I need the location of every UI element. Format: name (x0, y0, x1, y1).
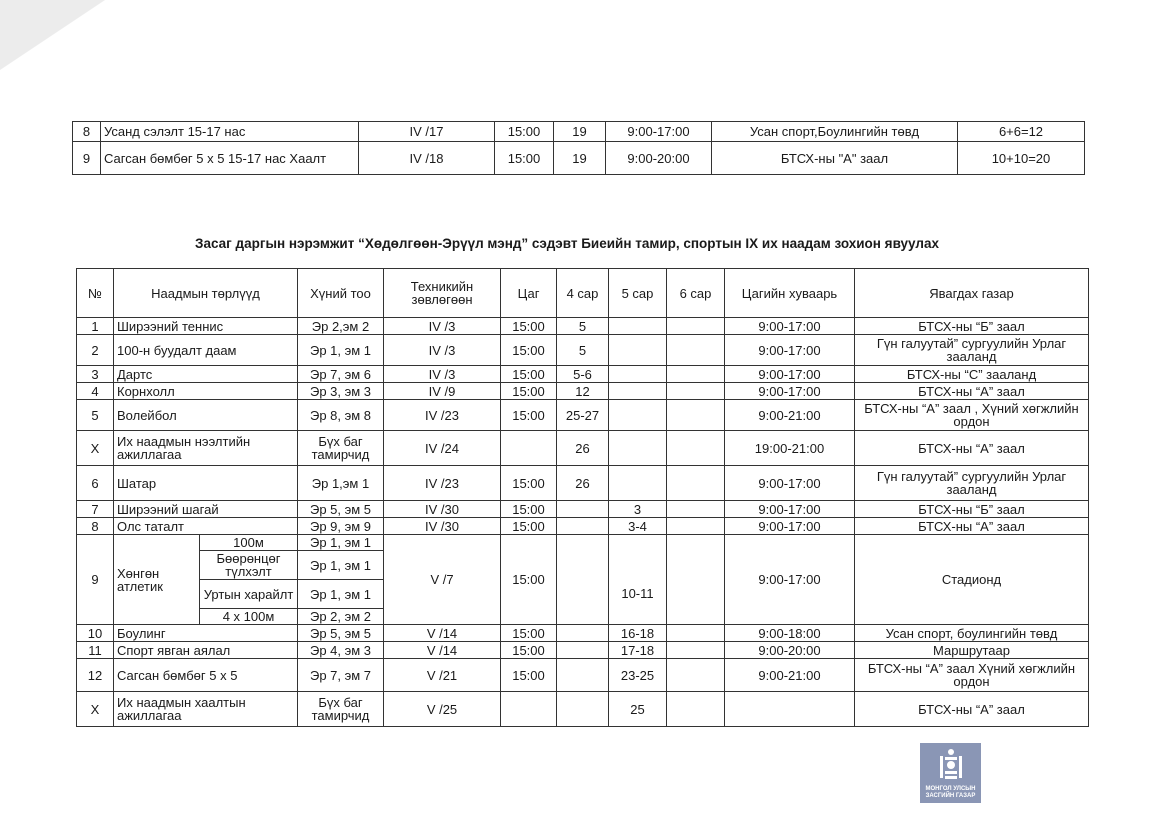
participants: Эр 5, эм 5 (298, 625, 384, 642)
emblem-text: МОНГОЛ УЛСЫН ЗАСГИЙН ГАЗАР (925, 786, 976, 799)
participants: Эр 3, эм 3 (298, 383, 384, 400)
venue: БТСХ-ны “Б” заал (855, 318, 1089, 335)
schedule: 9:00-17:00 (725, 318, 855, 335)
may: 17-18 (609, 642, 667, 659)
participants: Бүх баг тамирчид (298, 431, 384, 466)
april (557, 535, 609, 625)
june (667, 431, 725, 466)
may: 23-25 (609, 659, 667, 692)
participants: Эр 7, эм 7 (298, 659, 384, 692)
technical-meeting: V /14 (384, 625, 501, 642)
technical-meeting: V /25 (384, 692, 501, 727)
may (609, 318, 667, 335)
header-schedule: Цагийн хуваарь (725, 269, 855, 318)
schedule: 9:00-17:00 (725, 535, 855, 625)
june (667, 625, 725, 642)
table-row (77, 466, 1089, 501)
row-number: 3 (77, 366, 114, 383)
april: 25-27 (557, 400, 609, 431)
page-fold-shadow (0, 0, 105, 70)
participants: Эр 1, эм 1 (298, 335, 384, 366)
row-number: 4 (77, 383, 114, 400)
venue: Усан спорт,Боулингийн төвд (712, 122, 958, 142)
row-number: 9 (73, 142, 101, 175)
meeting-time: 15:00 (501, 535, 557, 625)
meeting-time: 15:00 (501, 366, 557, 383)
venue: БТСХ-ны “С” зааланд (855, 366, 1089, 383)
schedule: 9:00-17:00 (725, 383, 855, 400)
april (557, 659, 609, 692)
table-row (77, 642, 1089, 659)
sport-name: Их наадмын хаалтын ажиллагаа (114, 692, 298, 727)
april: 5 (557, 335, 609, 366)
april: 12 (557, 383, 609, 400)
row-number: 6 (77, 466, 114, 501)
meeting-date: IV /18 (359, 142, 495, 175)
table-row (77, 518, 1089, 535)
april: 5-6 (557, 366, 609, 383)
schedule (725, 692, 855, 727)
sport-name: Волейбол (114, 400, 298, 431)
row-number: 5 (77, 400, 114, 431)
june (667, 518, 725, 535)
venue: БТСХ-ны “А” заал (855, 518, 1089, 535)
venue: Стадионд (855, 535, 1089, 625)
technical-meeting: IV /3 (384, 318, 501, 335)
technical-meeting: IV /23 (384, 400, 501, 431)
venue: БТСХ-ны “А” заал (855, 431, 1089, 466)
may: 3-4 (609, 518, 667, 535)
april: 26 (557, 466, 609, 501)
june (667, 642, 725, 659)
table-row (77, 692, 1089, 727)
venue: БТСХ-ны “А” заал Хүний хөгжлийн ордон (855, 659, 1089, 692)
row-number: 1 (77, 318, 114, 335)
athletics-event: Уртын харайлт (200, 580, 298, 609)
time: 15:00 (495, 122, 554, 142)
header-month-4: 4 сар (557, 269, 609, 318)
april (557, 518, 609, 535)
venue: Маршрутаар (855, 642, 1089, 659)
april (557, 625, 609, 642)
day: 19 (554, 122, 606, 142)
day: 19 (554, 142, 606, 175)
row-number: X (77, 692, 114, 727)
athletics-event: 100м (200, 535, 298, 551)
table-row (77, 625, 1089, 642)
header-people: Хүний тоо (298, 269, 384, 318)
meeting-date: IV /17 (359, 122, 495, 142)
meeting-time: 15:00 (501, 383, 557, 400)
june (667, 400, 725, 431)
schedule: 9:00-20:00 (725, 642, 855, 659)
sport-name: Спорт явган аялал (114, 642, 298, 659)
sport-name: Сагсан бөмбөг 5 х 5 15-17 нас Хаалт (101, 142, 359, 175)
june (667, 366, 725, 383)
may (609, 335, 667, 366)
team-count: 6+6=12 (958, 122, 1085, 142)
athletics-event: Бөөрөнцөг түлхэлт (200, 551, 298, 580)
may: 10-11 (609, 535, 667, 625)
april (557, 642, 609, 659)
april: 26 (557, 431, 609, 466)
sport-name: Дартс (114, 366, 298, 383)
meeting-time: 15:00 (501, 501, 557, 518)
participants: Бүх баг тамирчид (298, 692, 384, 727)
row-number: 10 (77, 625, 114, 642)
page-title: Засаг даргын нэрэмжит “Хөдөлгөөн-Эрүүл мэнд” сэдэвт Биеийн тамир, спортын IX их наадам зохион явуулах (195, 236, 939, 251)
june (667, 466, 725, 501)
may: 3 (609, 501, 667, 518)
schedule: 9:00-17:00 (606, 122, 712, 142)
technical-meeting: IV /24 (384, 431, 501, 466)
meeting-time: 15:00 (501, 518, 557, 535)
participants: Эр 9, эм 9 (298, 518, 384, 535)
may (609, 466, 667, 501)
participants: Эр 5, эм 5 (298, 501, 384, 518)
technical-meeting: V /7 (384, 535, 501, 625)
header-time: Цаг (501, 269, 557, 318)
schedule: 9:00-21:00 (725, 659, 855, 692)
participants: Эр 8, эм 8 (298, 400, 384, 431)
sport-name: Олс таталт (114, 518, 298, 535)
participants: Эр 1,эм 1 (298, 466, 384, 501)
venue: Гүн галуутай” сургуулийн Урлаг зааланд (855, 466, 1089, 501)
table-row (77, 400, 1089, 431)
technical-meeting: V /21 (384, 659, 501, 692)
june (667, 535, 725, 625)
table-row (73, 142, 1085, 175)
meeting-time: 15:00 (501, 335, 557, 366)
meeting-time: 15:00 (501, 466, 557, 501)
row-number: X (77, 431, 114, 466)
sport-name: Корнхолл (114, 383, 298, 400)
athletics-event: 4 х 100м (200, 609, 298, 625)
may (609, 383, 667, 400)
table-row (77, 501, 1089, 518)
table-row (73, 122, 1085, 142)
sport-name: Их наадмын нээлтийн ажиллагаа (114, 431, 298, 466)
technical-meeting: IV /9 (384, 383, 501, 400)
row-number: 11 (77, 642, 114, 659)
sport-name: Хөнгөн атлетик (114, 535, 200, 625)
row-number: 8 (73, 122, 101, 142)
header-tech: Техникийн зөвлөгөөн (384, 269, 501, 318)
participants: Эр 7, эм 6 (298, 366, 384, 383)
meeting-time: 15:00 (501, 642, 557, 659)
june (667, 335, 725, 366)
table-row (77, 431, 1089, 466)
team-count: 10+10=20 (958, 142, 1085, 175)
june (667, 383, 725, 400)
participants: Эр 1, эм 1 (298, 580, 384, 609)
header-sport: Наадмын төрлүүд (114, 269, 298, 318)
schedule-table (76, 268, 1089, 727)
may: 25 (609, 692, 667, 727)
venue: БТСХ-ны “А” заал , Хүний хөгжлийн ордон (855, 400, 1089, 431)
schedule: 9:00-18:00 (725, 625, 855, 642)
table-row (77, 318, 1089, 335)
venue: Гүн галуутай” сургуулийн Урлаг зааланд (855, 335, 1089, 366)
venue: БТСХ-ны “Б” заал (855, 501, 1089, 518)
schedule: 9:00-17:00 (725, 366, 855, 383)
schedule: 9:00-17:00 (725, 518, 855, 535)
sport-name: Ширээний шагай (114, 501, 298, 518)
meeting-time: 15:00 (501, 625, 557, 642)
participants: Эр 1, эм 1 (298, 551, 384, 580)
meeting-time: 15:00 (501, 659, 557, 692)
row-number: 8 (77, 518, 114, 535)
government-emblem (920, 743, 981, 803)
venue: БТСХ-ны “А” заал (855, 383, 1089, 400)
may (609, 400, 667, 431)
table-row (77, 335, 1089, 366)
june (667, 692, 725, 727)
header-month-6: 6 сар (667, 269, 725, 318)
athletics-event-row (77, 535, 1089, 551)
continued-table (72, 121, 1085, 175)
may: 16-18 (609, 625, 667, 642)
schedule: 9:00-17:00 (725, 335, 855, 366)
april (557, 501, 609, 518)
sport-name: Ширээний теннис (114, 318, 298, 335)
may (609, 366, 667, 383)
schedule: 9:00-17:00 (725, 501, 855, 518)
april: 5 (557, 318, 609, 335)
table-row (77, 659, 1089, 692)
participants: Эр 1, эм 1 (298, 535, 384, 551)
sport-name: Усанд сэлэлт 15-17 нас (101, 122, 359, 142)
participants: Эр 4, эм 3 (298, 642, 384, 659)
row-number: 9 (77, 535, 114, 625)
time: 15:00 (495, 142, 554, 175)
sport-name: 100-н буудалт даам (114, 335, 298, 366)
schedule: 9:00-21:00 (725, 400, 855, 431)
technical-meeting: IV /23 (384, 466, 501, 501)
row-number: 12 (77, 659, 114, 692)
april (557, 692, 609, 727)
technical-meeting: V /14 (384, 642, 501, 659)
row-number: 2 (77, 335, 114, 366)
meeting-time: 15:00 (501, 400, 557, 431)
participants: Эр 2,эм 2 (298, 318, 384, 335)
header-no: № (77, 269, 114, 318)
june (667, 318, 725, 335)
table-row (77, 383, 1089, 400)
venue: Усан спорт, боулингийн төвд (855, 625, 1089, 642)
soyombo-icon (936, 748, 966, 784)
meeting-time (501, 431, 557, 466)
meeting-time (501, 692, 557, 727)
table-row (77, 366, 1089, 383)
schedule: 9:00-20:00 (606, 142, 712, 175)
header-month-5: 5 сар (609, 269, 667, 318)
participants: Эр 2, эм 2 (298, 609, 384, 625)
meeting-time: 15:00 (501, 318, 557, 335)
june (667, 501, 725, 518)
row-number: 7 (77, 501, 114, 518)
may (609, 431, 667, 466)
venue: БТСХ-ны “А” заал (855, 692, 1089, 727)
header-row (77, 269, 1089, 318)
venue: БТСХ-ны "А" заал (712, 142, 958, 175)
header-venue: Явагдах газар (855, 269, 1089, 318)
technical-meeting: IV /3 (384, 335, 501, 366)
technical-meeting: IV /30 (384, 518, 501, 535)
technical-meeting: IV /30 (384, 501, 501, 518)
june (667, 659, 725, 692)
sport-name: Шатар (114, 466, 298, 501)
technical-meeting: IV /3 (384, 366, 501, 383)
schedule: 19:00-21:00 (725, 431, 855, 466)
sport-name: Сагсан бөмбөг 5 х 5 (114, 659, 298, 692)
sport-name: Боулинг (114, 625, 298, 642)
schedule: 9:00-17:00 (725, 466, 855, 501)
